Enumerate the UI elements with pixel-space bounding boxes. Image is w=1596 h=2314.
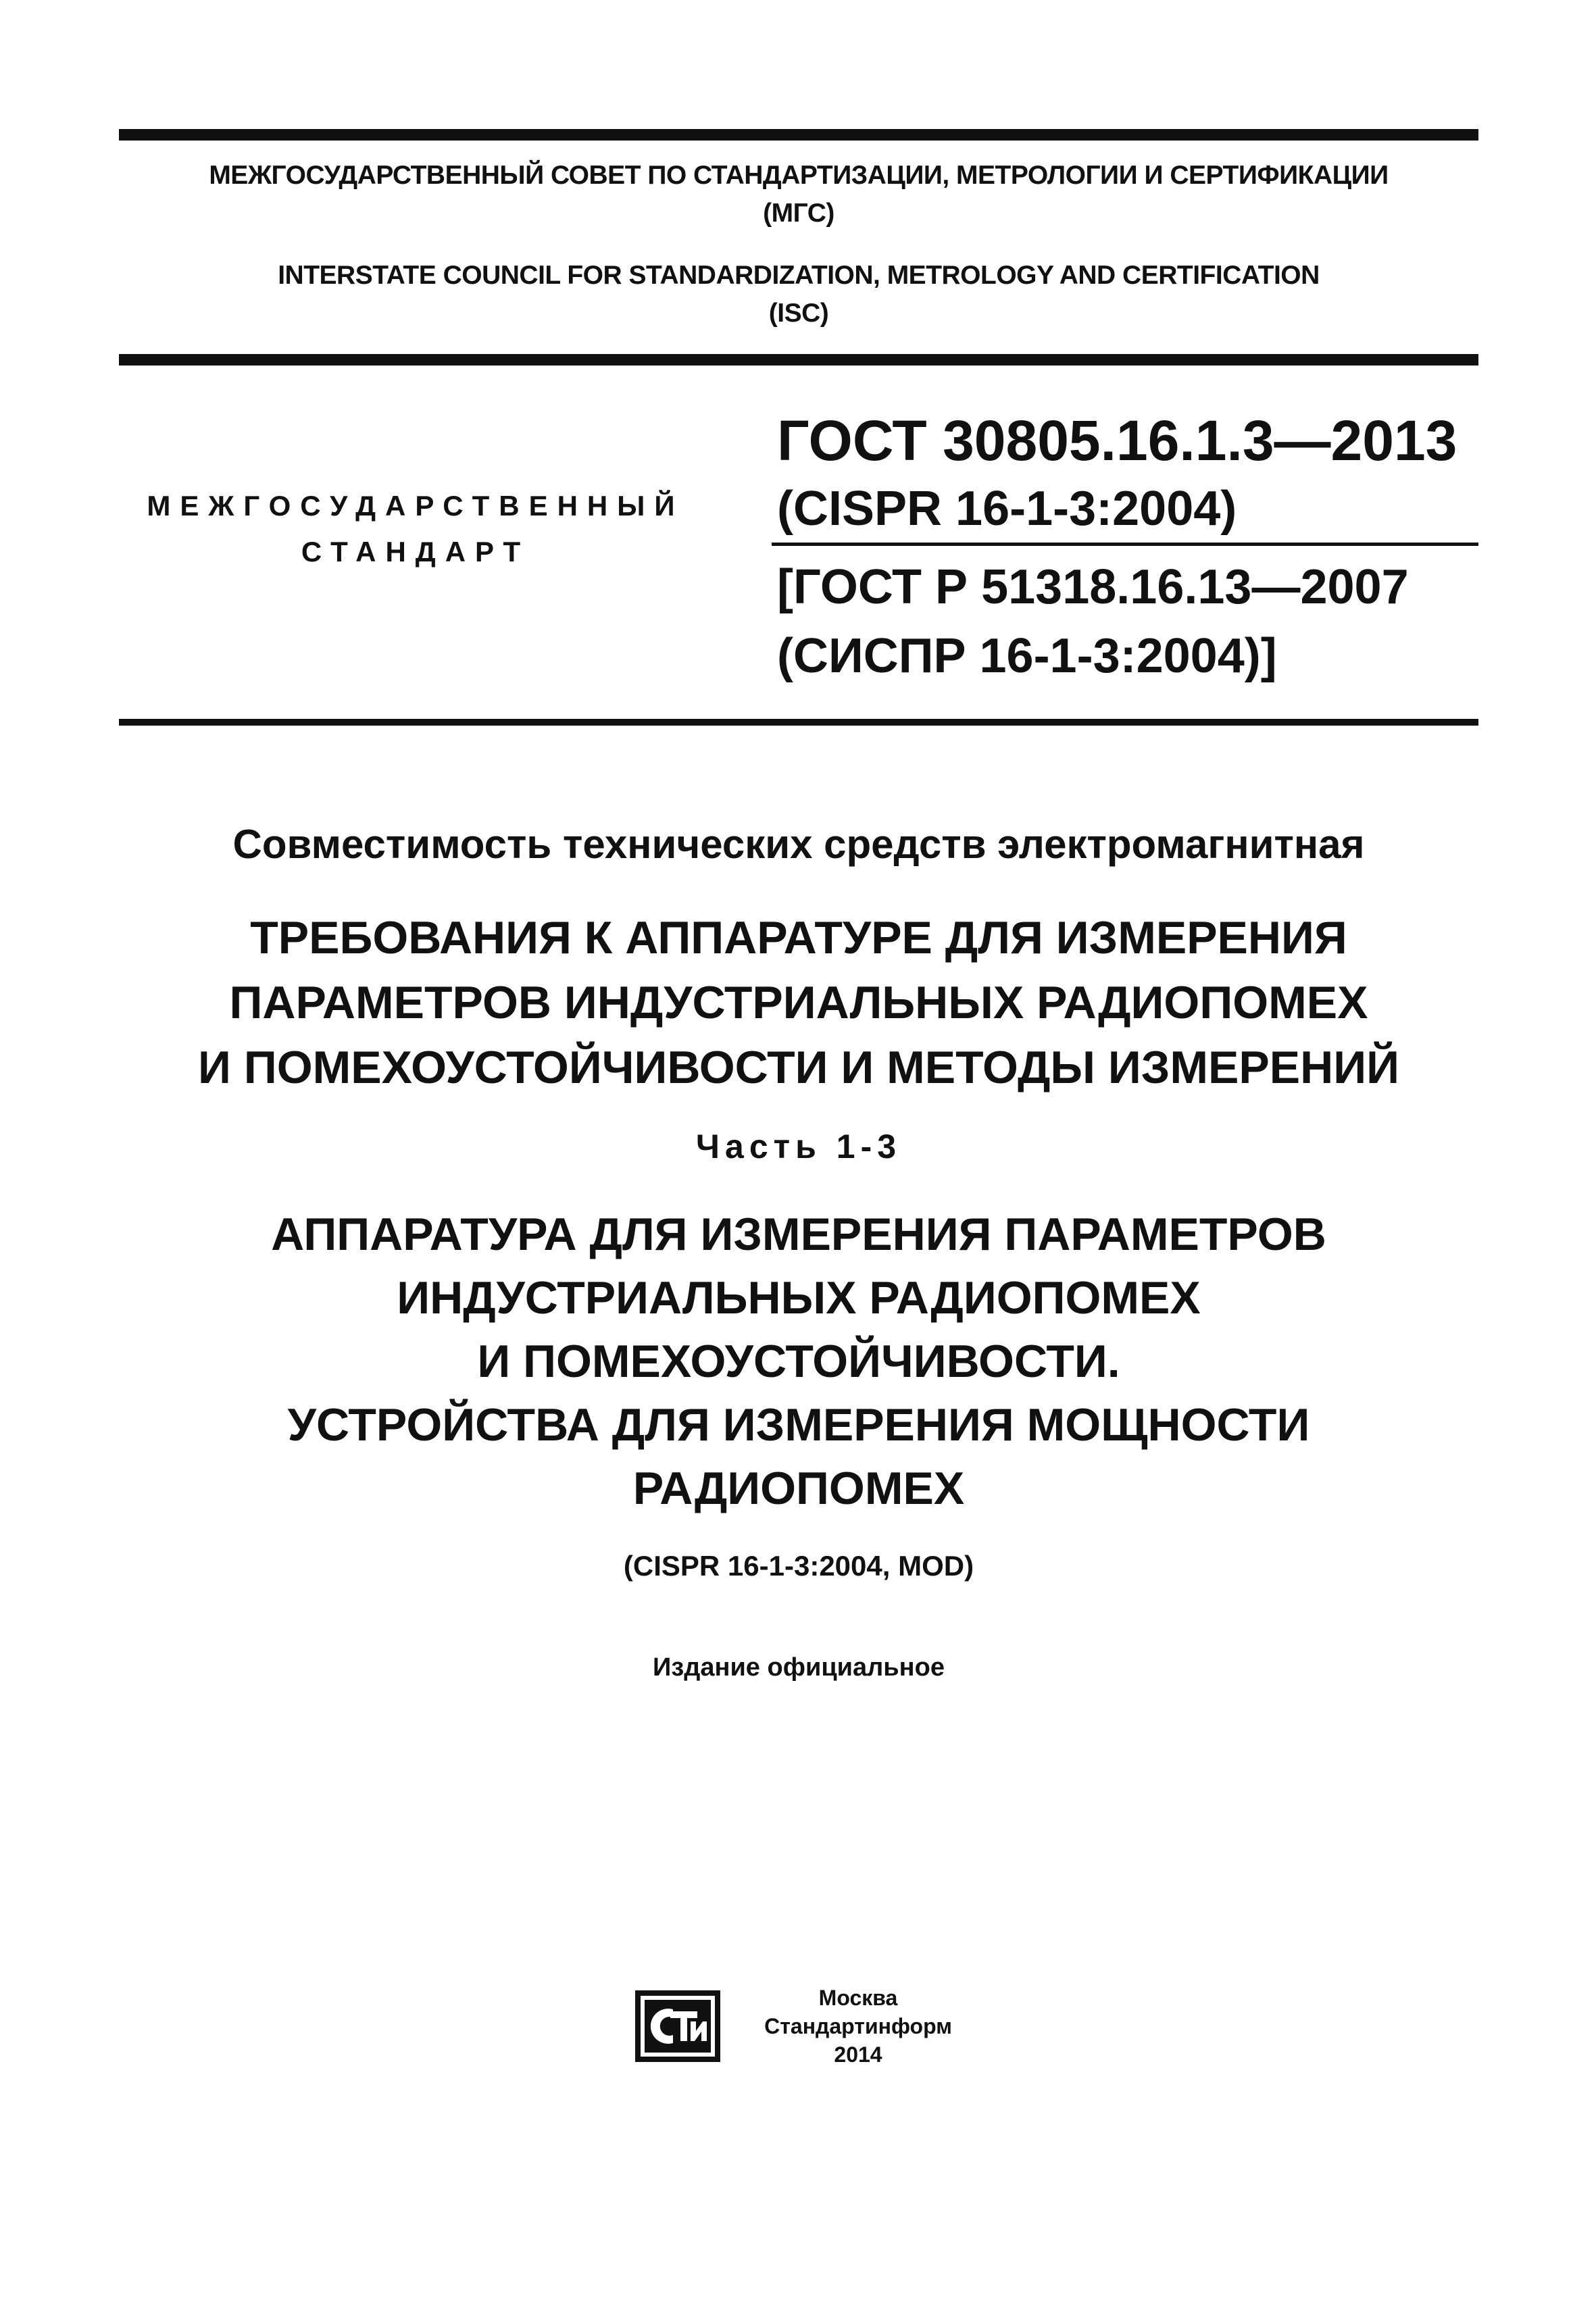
designation-bottom-rule	[119, 719, 1478, 726]
council-name-en	[119, 257, 1478, 332]
part-title	[119, 1203, 1478, 1520]
publisher-info	[737, 1984, 980, 2069]
header-top-rule	[119, 129, 1478, 141]
part-title-line3: И ПОМЕХОУСТОЙЧИВОСТИ.	[477, 1336, 1120, 1387]
main-title-line1: ТРЕБОВАНИЯ К АППАРАТУРЕ ДЛЯ ИЗМЕРЕНИЯ	[250, 912, 1347, 963]
council-name-ru-text: МЕЖГОСУДАРСТВЕННЫЙ СОВЕТ ПО СТАНДАРТИЗАЦИИ, МЕТРОЛОГИИ И СЕРТИФИКАЦИИ	[209, 161, 1389, 190]
publication-year: 2014	[834, 2042, 882, 2067]
council-name-en-text: INTERSTATE COUNCIL FOR STANDARDIZATION, METROLOGY AND CERTIFICATION	[278, 261, 1320, 290]
publisher-name: Стандартинформ	[764, 2014, 952, 2038]
part-title-line1: АППАРАТУРА ДЛЯ ИЗМЕРЕНИЯ ПАРАМЕТРОВ	[271, 1209, 1326, 1260]
standartinform-logo-icon	[634, 1989, 722, 2063]
council-abbr-ru: (МГС)	[763, 199, 834, 228]
main-title-line3: И ПОМЕХОУСТОЙЧИВОСТИ И МЕТОДЫ ИЗМЕРЕНИЙ	[198, 1042, 1399, 1093]
replaced-standard-number: [ГОСТ Р 51318.16.13—2007	[777, 560, 1409, 614]
intl-equivalence: (CISPR 16-1-3:2004, MOD)	[623, 1550, 974, 1582]
council-abbr-en: (ISC)	[768, 299, 829, 328]
replaced-standard-intl: (СИСПР 16-1-3:2004)]	[777, 629, 1277, 683]
part-title-line5: РАДИОПОМЕХ	[632, 1463, 965, 1514]
standard-number: ГОСТ 30805.16.1.3—2013	[777, 409, 1457, 472]
standard-designation	[777, 405, 1480, 542]
standard-type	[115, 483, 716, 575]
part-title-line4: УСТРОЙСТВА ДЛЯ ИЗМЕРЕНИЯ МОЩНОСТИ	[287, 1399, 1310, 1451]
header-bottom-rule	[119, 354, 1478, 366]
standard-intl-ref: (CISPR 16-1-3:2004)	[777, 482, 1237, 536]
main-title-line2: ПАРАМЕТРОВ ИНДУСТРИАЛЬНЫХ РАДИОПОМЕХ	[229, 977, 1368, 1028]
designation-divider	[772, 543, 1478, 546]
part-label: Часть 1-3	[695, 1128, 902, 1165]
general-title: Совместимость технических средств электромагнитная	[232, 822, 1365, 867]
publisher-city: Москва	[818, 1986, 898, 2010]
standard-type-line2: СТАНДАРТ	[301, 536, 530, 568]
part-title-line2: ИНДУСТРИАЛЬНЫХ РАДИОПОМЕХ	[397, 1272, 1201, 1324]
main-title	[119, 905, 1478, 1100]
edition-note: Издание официальное	[653, 1653, 945, 1682]
standard-type-line1: МЕЖГОСУДАРСТВЕННЫЙ	[147, 490, 684, 522]
council-name-ru	[119, 157, 1478, 232]
replaced-standard	[777, 553, 1480, 690]
